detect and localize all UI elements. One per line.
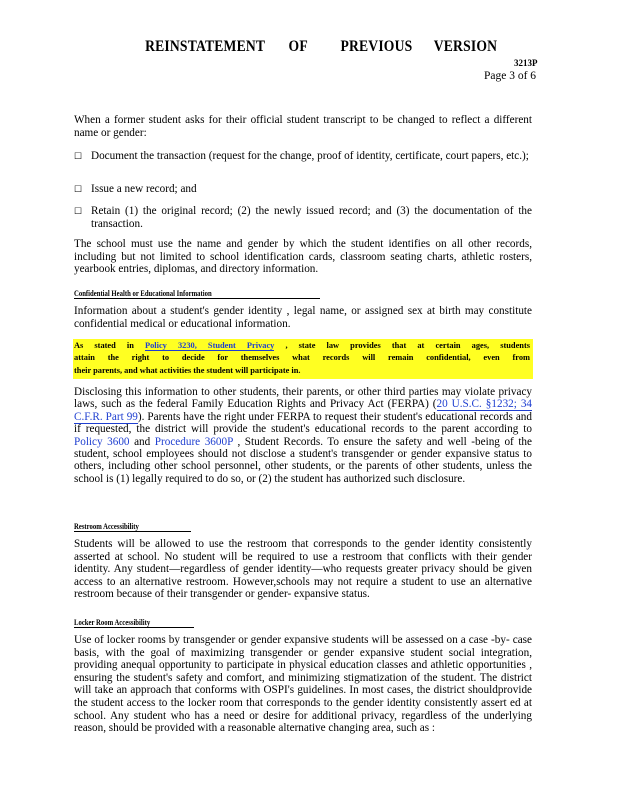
school-records-paragraph: The school must use the name and gender by which the student identifies on all other records, including but not limited to school identification cards, classroom seating charts, athletic rosters, yearbook entries, diplomas, and directory information. — [74, 238, 532, 276]
highlighted-policy-text: As stated in Policy 3230, Student Privacy , state law provides that at certain ages, students attain the right to decide for themselves what records will remain confidential, even from their parents, and what activities the student will participate in. — [74, 341, 530, 375]
intro-paragraph: When a former student asks for their official student transcript to be changed to reflect a different name or gender: — [74, 114, 532, 139]
confidential-paragraph: Information about a student's gender identity , legal name, or assigned sex at birth may constitute confidential medical or educational information. — [74, 305, 532, 330]
page-number: Page 3 of 6 — [484, 70, 537, 82]
document-page: REINSTATEMENT OF PREVIOUS VERSION 3213P Page 3 of 6 When a former student asks for their official student transcript to be changed to reflect a different name or gender: ☐ Document the transaction (request for the change, proof of identity, certificate, court papers, etc.); ☐ Issue a new record; and ☐ Retain (1) the original record; (2) the newly issued record; and (3) the documentation of the transaction. The school must use the name and gender by which the student identifies on all other records, including but not limited to school identification cards, classroom seating charts, athletic rosters, yearbook entries, diplomas, and directory information. Confidential Health or Educational Information Information about a student's gender identity , legal name, or assigned sex at birth may constitute confidential medical or educational information. As stated in Policy 3230, Student Privacy , state law provides that at certain ages, students attain the right to decide for themselves what records will remain confidential, even from their parents, and what activities the student will participate in. Disclosing this information to other students, their parents, or other third parties may violate privacy laws, such as the federal Family Education Rights and Privacy Act (FERPA) (20 U.S.C. §1232; 34 C.F.R. Part 99). Parents have the right under FERPA to request their student's educational records and if requested, the district will provide the student's educational records to the parent according to Policy 3600 and Procedure 3600P , Student Records. To ensure the safety and well -being of the student, school employees should not disclose a student's transgender or gender expansive status to others, including other school personnel, other students, or the parents of other students, unless the school is (1) legally required to do so, or (2) the student has authorized such disclosure. Restroom Accessibility Students will be allowed to use the restroom that corresponds to the gender identity consistently asserted at school. No student will be required to use a restroom that conflicts with their gender identity. Any student—regardless of gender identity—who requests greater privacy should be given access to an alternative restroom. However,schools may not require a student to use an alternative restroom because of their transgender or gender- expansive status. Locker Room Accessibility Use of locker rooms by transgender or gender expansive students will be assessed on a case -by- case basis, with the goal of maximizing transgender or gender expansive student social integration, providing anequal opportunity to participate in physical education classes and athletic opportunities , ensuring the student's safety and comfort, and minimizing stigmatization of the student. The district will take an approach that conforms with OSPI's guidelines. In most cases, the district shouldprovide the student access to the locker room that corresponds to the gender identity consistently assert ed at school. Any student who has a need or desire for additional privacy, regardless of the underlying reason, should be provided with a reasonable alternative changing area, such as : — [74, 38, 538, 735]
title-word: PREVIOUS — [340, 38, 413, 55]
disclosure-paragraph: Disclosing this information to other students, their parents, or other third parties may violate privacy laws, such as the federal Family Education Rights and Privacy Act (FERPA) (20 U.S.C. §1232; 34 C.F.R. Part 99). Parents have the right under FERPA to request their student's educational records and if requested, the district will provide the student's educational records to the parent according to Policy 3600 and Procedure 3600P , Student Records. To ensure the safety and well -being of the student, school employees should not disclose a student's transgender or gender expansive status to others, including other school personnel, other students, or the parents of other students, unless the school is (1) legally required to do so, or (2) the student has authorized such disclosure. — [74, 386, 533, 485]
bullet-box-icon: ☐ — [74, 184, 83, 194]
bullet-box-icon: ☐ — [74, 151, 83, 161]
title-word: VERSION — [433, 38, 498, 55]
locker-paragraph: Use of locker rooms by transgender or gender expansive students will be assessed on a case -by- case basis, with the goal of maximizing transgender or gender expansive student social integration, providing anequal opportunity to participate in physical education classes and athletic opportunities , ensuring the student's safety and comfort, and minimizing stigmatization of the student. The district will take an approach that conforms with OSPI's guidelines. In most cases, the district shouldprovide the student access to the locker room that corresponds to the gender identity consistently assert ed at school. Any student who has a need or desire for additional privacy, regardless of the underlying reason, should be provided with a reasonable alternative changing area, such as : — [74, 634, 532, 735]
section-heading-locker: Locker Room Accessibility — [74, 617, 151, 627]
heading-underline — [74, 531, 191, 532]
section-heading-restroom: Restroom Accessibility — [74, 521, 139, 531]
usc-ferpa-link[interactable]: 20 U.S.C. §1232; 34 C.F.R. Part 99 — [74, 398, 533, 423]
restroom-paragraph: Students will be allowed to use the restroom that corresponds to the gender identity consistently asserted at school. No student will be required to use a restroom that conflicts with their gender identity. Any student—regardless of gender identity—who requests greater privacy should be given access to an alternative restroom. However,schools may not require a student to use an alternative restroom because of their transgender or gender- expansive status. — [74, 538, 532, 601]
procedure-3600p-link[interactable]: Procedure 3600P — [154, 435, 233, 448]
heading-underline — [74, 627, 194, 628]
section-heading-confidential: Confidential Health or Educational Information — [74, 288, 212, 298]
policy-3230-link[interactable]: Policy 3230, Student Privacy — [145, 341, 275, 350]
bullet-box-icon: ☐ — [74, 206, 83, 216]
title-word: REINSTATEMENT — [145, 38, 266, 55]
title-word: OF — [288, 38, 308, 55]
document-number: 3213P — [514, 58, 538, 68]
heading-underline — [74, 298, 320, 299]
policy-3600-link[interactable]: Policy 3600 — [74, 435, 130, 448]
